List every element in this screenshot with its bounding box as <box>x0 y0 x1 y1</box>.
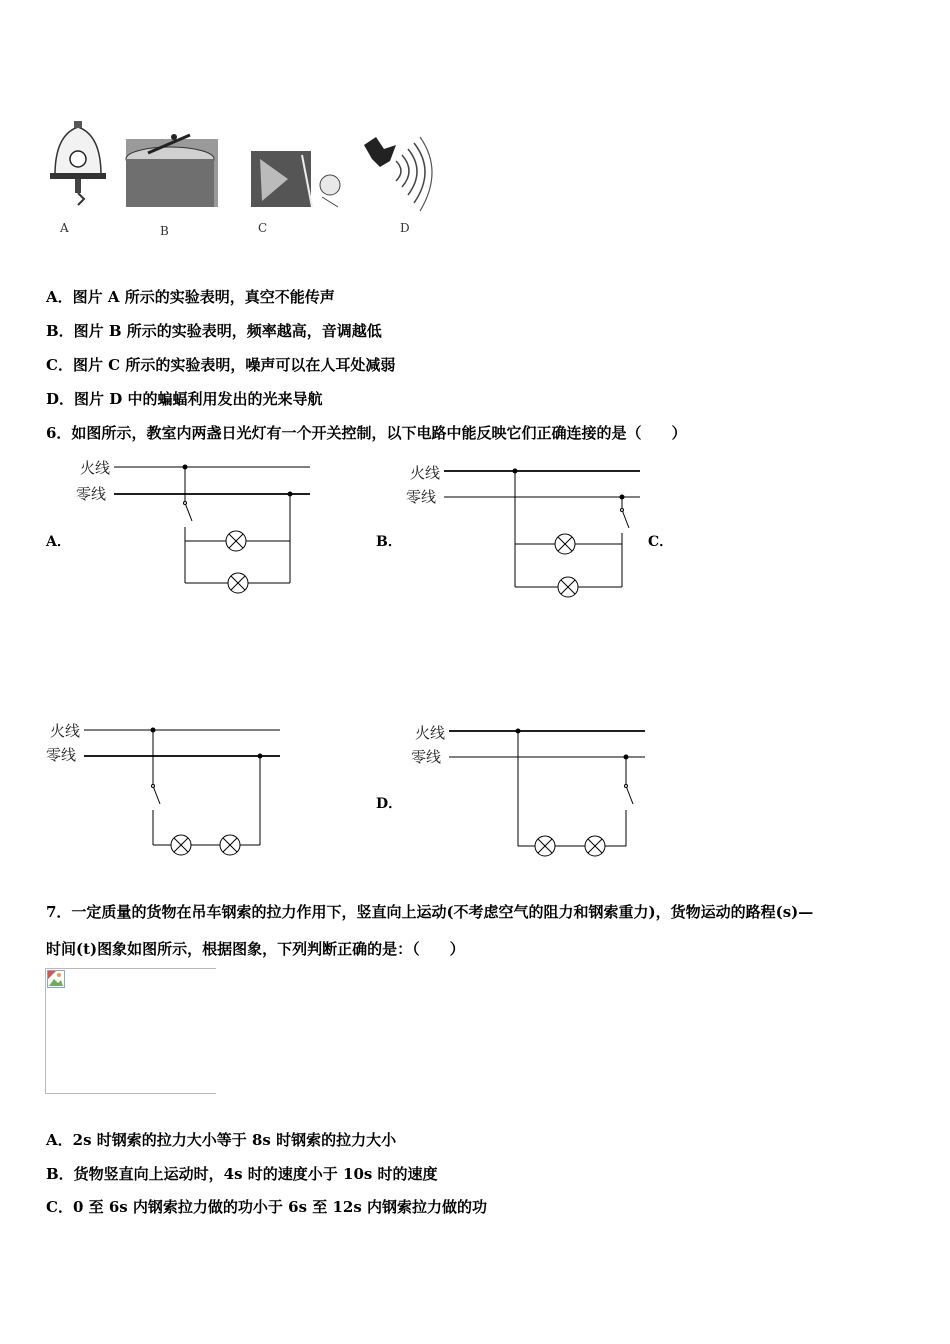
q5-option-a: A．图片 A 所示的实验表明，真空不能传声 <box>46 288 335 306</box>
live-wire-label: 火线 <box>50 722 81 740</box>
drum-picture <box>126 134 218 207</box>
live-wire-label: 火线 <box>410 464 441 482</box>
switch <box>626 786 633 804</box>
q6-option-c-label: C． <box>648 534 674 550</box>
neutral-wire-label: 零线 <box>46 746 77 764</box>
switch <box>185 503 192 521</box>
circuit-d <box>405 720 665 865</box>
q5-figure <box>40 115 450 245</box>
circuit-a <box>70 455 330 600</box>
q7-stem-line1: 7．一定质量的货物在吊车钢索的拉力作用下，竖直向上运动(不考虑空气的阻力和钢索重力)，货物运动的路程(s)— <box>46 903 814 921</box>
lamp-icon <box>228 573 248 593</box>
lamp-icon <box>220 835 240 855</box>
broken-image-icon <box>47 970 65 988</box>
q5-option-c: C．图片 C 所示的实验表明，噪声可以在人耳处减弱 <box>46 356 396 374</box>
q5-option-d: D．图片 D 中的蝙蝠利用发出的光来导航 <box>46 390 323 408</box>
neutral-wire-label: 零线 <box>76 485 107 503</box>
q7-stem-line2: 时间(t)图象如图所示，根据图象，下列判断正确的是：（ ） <box>46 940 465 958</box>
q5-option-b: B．图片 B 所示的实验表明，频率越高，音调越低 <box>46 322 382 340</box>
bat-picture <box>364 137 432 211</box>
lamp-icon <box>226 531 246 551</box>
neutral-wire-label: 零线 <box>411 748 442 766</box>
figure-label-b: B <box>160 224 169 238</box>
switch <box>622 510 629 528</box>
lamp-icon <box>585 836 605 856</box>
q7-option-c: C．0 至 6s 内钢索拉力做的功小于 6s 至 12s 内钢索拉力做的功 <box>46 1198 488 1216</box>
q6-stem: 6．如图所示，教室内两盏日光灯有一个开关控制，以下电路中能反映它们正确连接的是（ ） <box>46 424 687 442</box>
broken-image-placeholder <box>45 968 216 1094</box>
lamp-icon <box>171 835 191 855</box>
lamp-icon <box>558 577 578 597</box>
lamp-icon <box>555 534 575 554</box>
live-wire-label: 火线 <box>80 459 111 477</box>
lamp-icon <box>535 836 555 856</box>
q6-option-b-label: B． <box>376 534 402 550</box>
neutral-wire-label: 零线 <box>406 488 437 506</box>
q7-option-a: A．2s 时钢索的拉力大小等于 8s 时钢索的拉力大小 <box>46 1131 397 1149</box>
figure-label-a: A <box>60 221 69 235</box>
ear-protection-picture <box>251 151 340 207</box>
bell-jar-picture <box>50 121 106 205</box>
live-wire-label: 火线 <box>415 724 446 742</box>
circuit-b <box>400 460 660 605</box>
q7-option-b: B．货物竖直向上运动时，4s 时的速度小于 10s 时的速度 <box>46 1165 438 1183</box>
q6-option-a-label: A． <box>46 534 71 550</box>
switch <box>153 786 160 804</box>
figure-label-c: C <box>258 221 268 235</box>
figure-label-d: D <box>400 221 410 235</box>
circuit-c <box>40 718 300 863</box>
q6-option-d-label: D． <box>376 796 403 812</box>
